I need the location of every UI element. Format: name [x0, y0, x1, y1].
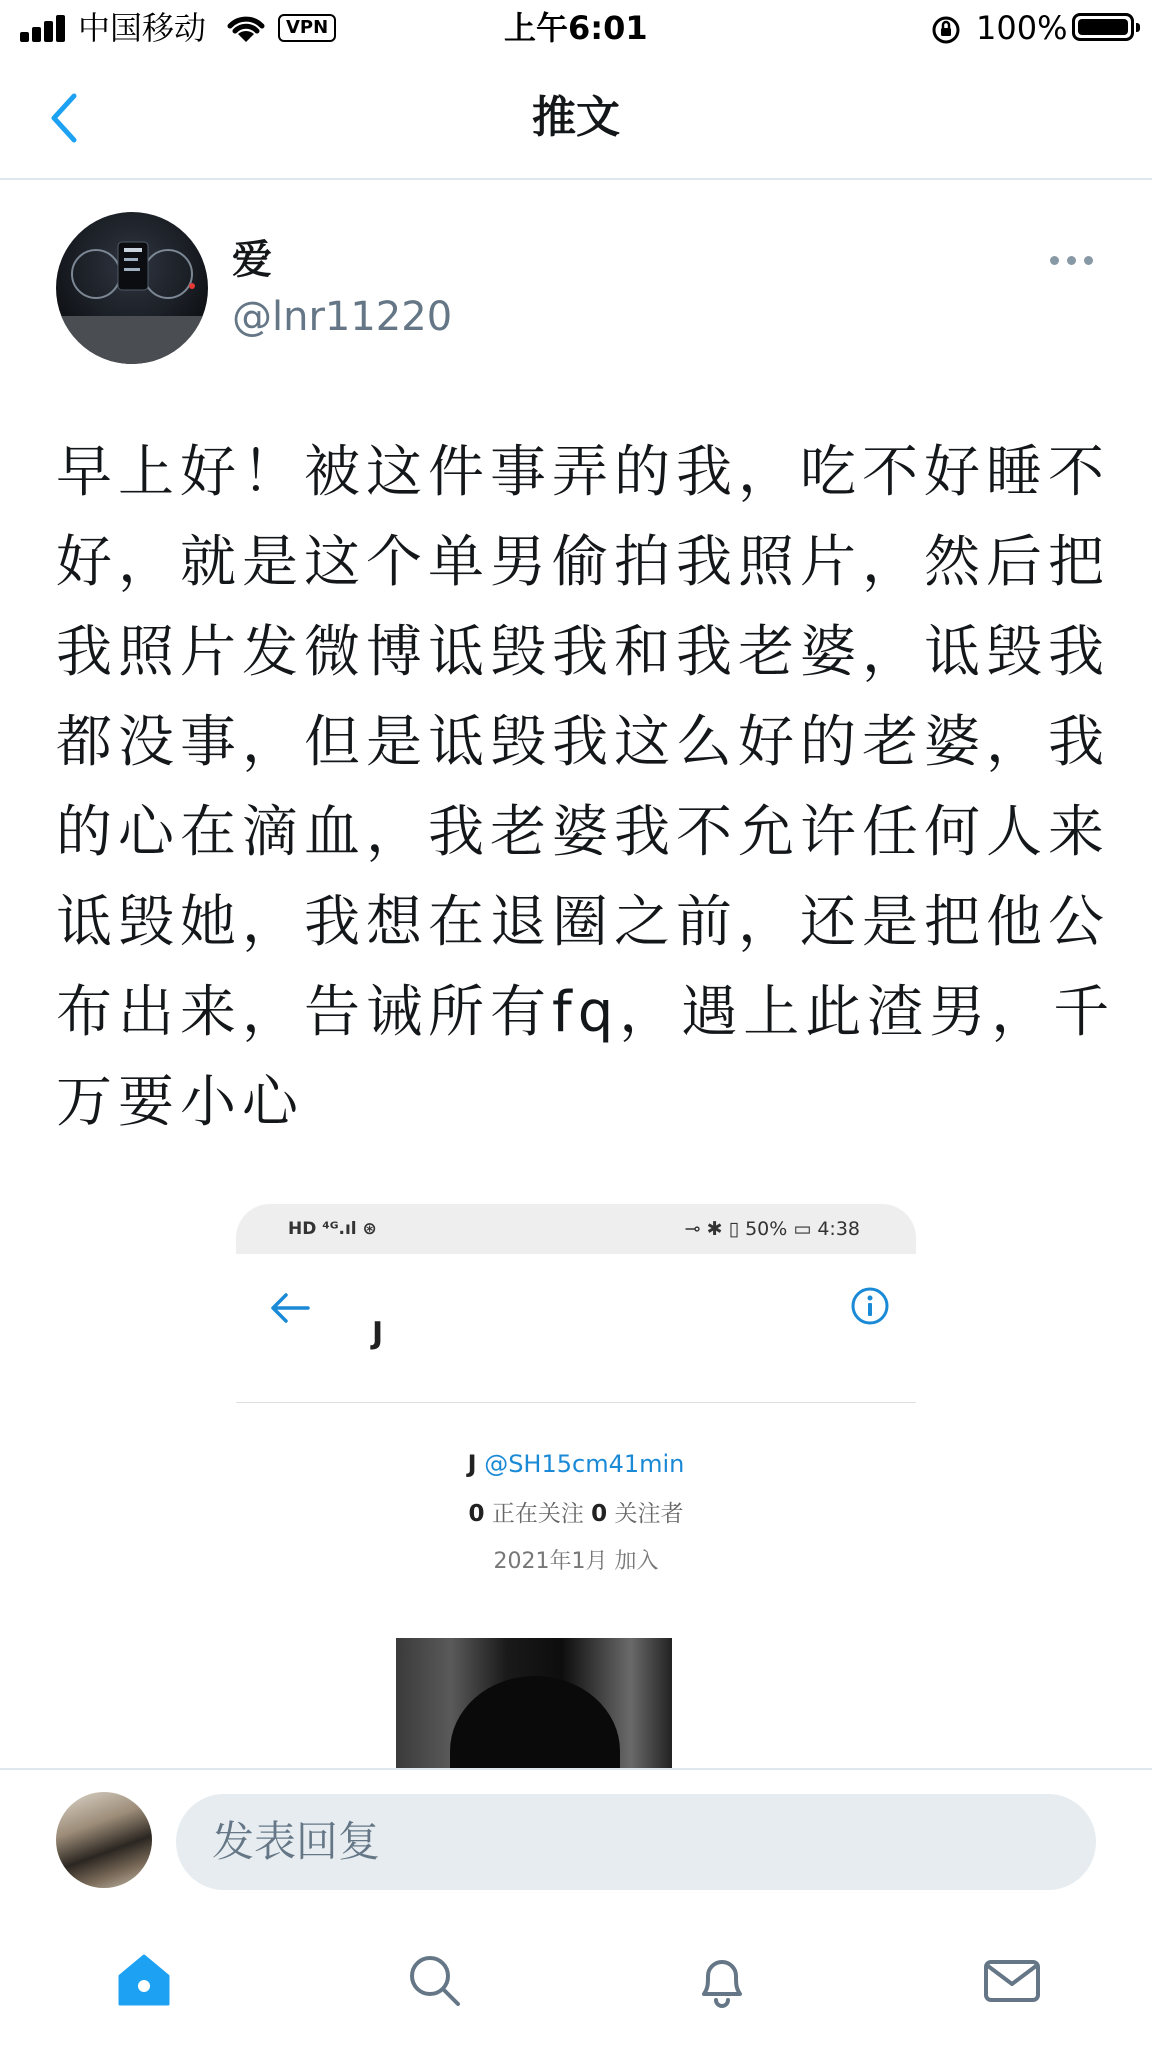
embedded-divider	[236, 1402, 916, 1403]
embedded-profile-line	[236, 1448, 916, 1480]
battery-percent: 100%	[976, 9, 1068, 47]
following-label: 正在关注	[491, 1501, 584, 1527]
embedded-status-right: ⊸ ✱ ▯ 50% ▭ 4:38	[684, 1218, 860, 1240]
embedded-follow-stats	[236, 1498, 916, 1530]
followers-count: 0	[591, 1501, 608, 1527]
info-icon	[850, 1286, 890, 1326]
reply-bar	[0, 1768, 1152, 1900]
author-handle[interactable]: @lnr11220	[232, 294, 453, 340]
rotation-lock-icon	[930, 14, 962, 46]
tweet-text: 早上好！被这件事弄的我，吃不好睡不好，就是这个单男偷拍我照片，然后把我照片发微博诋毁我和我老婆，诋毁我都没事，但是诋毁我这么好的老婆，我的心在滴血，我老婆我不允许任何人来诋毁她，我想在退圈之前，还是把他公布出来，告诫所有fq，遇上此渣男，千万要小心	[56, 440, 1116, 1135]
status-bar	[0, 0, 1152, 58]
carrier-label: 中国移动	[78, 9, 207, 47]
page-title: 推文	[532, 92, 620, 143]
dashboard-image	[56, 212, 208, 364]
cellular-signal-icon	[20, 14, 68, 42]
embedded-profile-photo	[396, 1638, 672, 1768]
embedded-name: J	[467, 1450, 477, 1478]
tab-notifications[interactable]	[690, 1948, 754, 2012]
home-icon	[112, 1948, 176, 2012]
battery-icon	[1072, 13, 1134, 41]
following-count: 0	[468, 1501, 485, 1527]
tab-bar	[0, 1898, 1152, 2048]
embedded-status-left: HD ⁴ᴳ.ıl ⊛	[288, 1219, 377, 1239]
vpn-badge: VPN	[278, 14, 336, 42]
embedded-profile-name: J	[372, 1316, 384, 1351]
reply-input[interactable]: 发表回复	[176, 1794, 1096, 1890]
nav-bar	[0, 58, 1152, 180]
tab-home[interactable]	[112, 1948, 176, 2012]
followers-label: 关注者	[614, 1501, 684, 1527]
tab-messages[interactable]	[980, 1948, 1044, 2012]
more-icon	[1050, 256, 1059, 265]
embedded-status-bar	[236, 1204, 916, 1254]
more-options-button[interactable]	[1048, 246, 1096, 274]
arrow-left-icon	[268, 1290, 312, 1326]
wifi-icon	[224, 12, 268, 44]
tab-search[interactable]	[402, 1948, 466, 2012]
author-name[interactable]: 爱	[232, 237, 272, 283]
search-icon	[402, 1948, 466, 2012]
author-avatar[interactable]	[56, 212, 208, 364]
embedded-join-date: 2021年1月 加入	[493, 1549, 659, 1574]
bell-icon	[690, 1948, 754, 2012]
tweet-media-image[interactable]	[236, 1204, 916, 1768]
mail-icon	[980, 1948, 1044, 2012]
user-avatar[interactable]	[56, 1792, 152, 1888]
clock: 上午6:01	[504, 9, 648, 47]
embedded-handle: @SH15cm41min	[484, 1450, 685, 1478]
